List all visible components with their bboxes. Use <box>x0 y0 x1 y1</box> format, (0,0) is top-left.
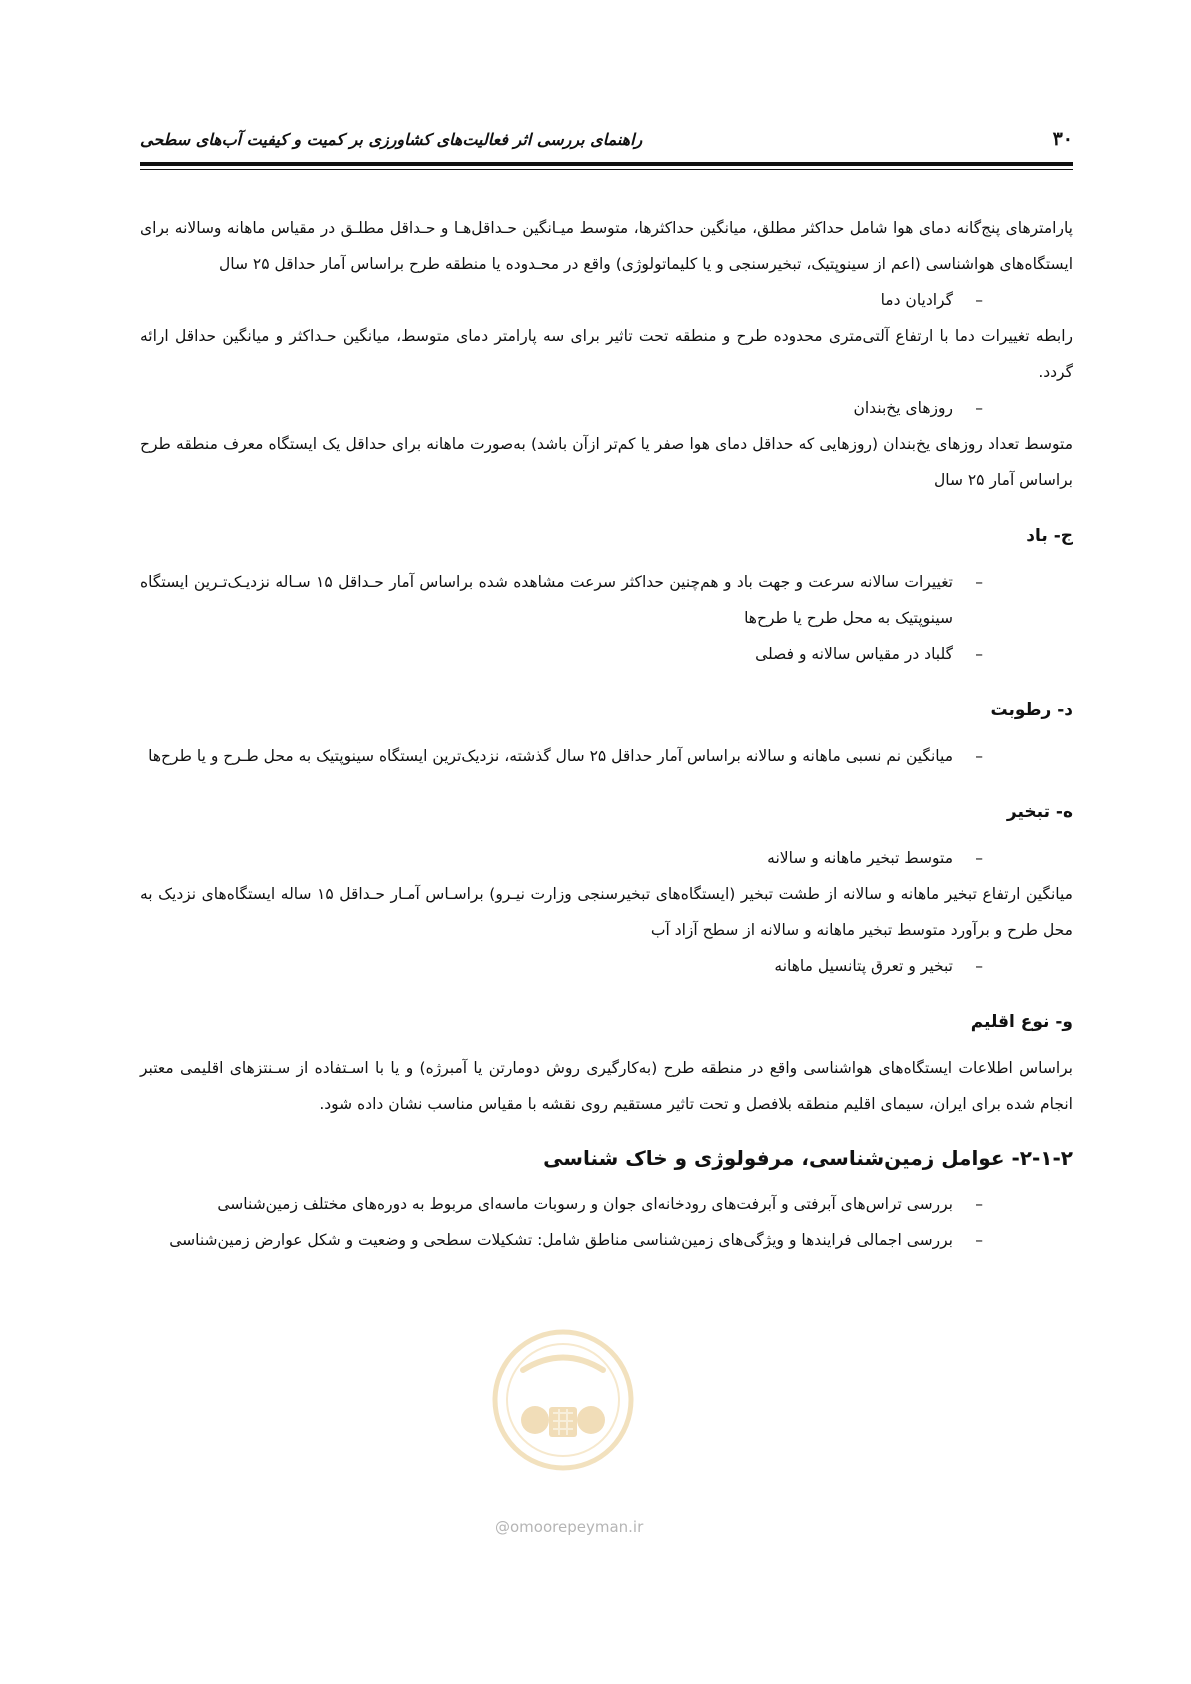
bullet-wind-2 <box>140 636 983 672</box>
header-rule-thick <box>140 162 1073 166</box>
gradient-paragraph: رابطه تغییرات دما با ارتفاع آلتی‌متری محدوده طرح و منطقه تحت تاثیر برای سه پارامتر دمای متوسط، میانگین حـداکثر و میانگین حداقل ارائه گردد. <box>140 327 1073 381</box>
bullet-dash: – <box>975 1231 983 1249</box>
frost-paragraph: متوسط تعداد روزهای یخ‌بندان (روزهایی که حداقل دمای هوا صفر یا کم‌تر ازآن باشد) به‌صورت ماهانه برای حداقل یک ایستگاه معرف منطقه طرح براساس آمار ۲۵ سال <box>140 435 1073 489</box>
bullet-text: گرادیان دما <box>880 291 953 309</box>
bullet-gradient <box>140 282 983 318</box>
body-content <box>140 210 1073 1258</box>
bullet-text: متوسط تبخیر ماهانه و سالانه <box>767 849 953 867</box>
header-rule-thin <box>140 169 1073 170</box>
watermark-logo <box>483 1325 643 1475</box>
page-number: ۳۰ <box>1052 128 1073 150</box>
bullet-text: تبخیر و تعرق پتانسیل ماهانه <box>774 957 953 975</box>
bullet-dash: – <box>975 573 983 591</box>
bullet-dash: – <box>975 747 983 765</box>
evaporation-paragraph: میانگین ارتفاع تبخیر ماهانه و سالانه از طشت تبخیر (ایستگاه‌های تبخیرسنجی وزارت نیـرو) براسـاس آمـار حـداقل ۱۵ ساله ایستگاه‌های نزدیک به محل طرح و برآورد متوسط تبخیر ماهانه و سالانه از سطح آزاد آب <box>140 885 1073 939</box>
bullet-dash: – <box>975 1195 983 1213</box>
bullet-text: تغییرات سالانه سرعت و جهت باد و هم‌چنین حداکثر سرعت مشاهده شده براساس آمار حـداقل ۱۵ سـاله نزدیـک‌تـرین ایستگاه سینوپتیک به محل طرح یا طرح‌ها <box>140 573 953 627</box>
bullet-dash: – <box>975 849 983 867</box>
bullet-evaporation-2 <box>140 948 983 984</box>
bullet-text: بررسی اجمالی فرایندها و ویژگی‌های زمین‌شناسی مناطق شامل: تشکیلات سطحی و وضعیت و شکل عوارض زمین‌شناسی <box>169 1231 953 1249</box>
bullet-text: میانگین نم نسبی ماهانه و سالانه براساس آمار حداقل ۲۵ سال گذشته، نزدیک‌ترین ایستگاه سینوپتیک به محل طـرح و یا طرح‌ها <box>148 747 953 765</box>
geology-heading: ۲-۱-۲- عوامل زمین‌شناسی، مرفولوژی و خاک شناسی <box>543 1146 1073 1170</box>
section-title-evaporation: ه- تبخیر <box>1006 802 1073 822</box>
bullet-geology-1 <box>140 1186 983 1222</box>
bullet-humidity-1 <box>140 738 983 774</box>
running-title: راهنمای بررسی اثر فعالیت‌های کشاورزی بر کمیت و کیفیت آب‌های سطحی <box>140 130 643 149</box>
climate-paragraph: براساس اطلاعات ایستگاه‌های هواشناسی واقع در منطقه طرح (به‌کارگیری روش دومارتن یا آمبرژه) و یا با اسـتفاده از سـنتزهای اقلیمی معتبر انجام شده برای ایران، سیمای اقلیم منطقه بلافصل و تحت تاثیر مستقیم روی نقشه با مقیاس مناسب نشان داده شود. <box>140 1059 1073 1113</box>
running-header <box>140 128 1073 158</box>
bullet-dash: – <box>975 291 983 309</box>
bullet-evaporation-1 <box>140 840 983 876</box>
bullet-dash: – <box>975 399 983 417</box>
bullet-dash: – <box>975 645 983 663</box>
watermark-url: @omoorepeyman.ir <box>495 1518 644 1536</box>
bullet-wind-1 <box>140 564 983 636</box>
intro-paragraph: پارامترهای پنج‌گانه دمای هوا شامل حداکثر مطلق، میانگین حداکثرها، متوسط میـانگین حـداقل‌هـا و حـداقل مطلـق در مقیاس ماهانه وسالانه برای ایستگاه‌های هواشناسی (اعم از سینوپتیک، تبخیرسنجی و یا کلیماتولوژی) واقع در محـدوده یا منطقه طرح براساس آمار حداقل ۲۵ سال <box>140 219 1073 273</box>
section-title-climate: و- نوع اقلیم <box>970 1012 1073 1032</box>
section-title-wind: ج- باد <box>1026 526 1073 546</box>
bullet-geology-2 <box>140 1222 983 1258</box>
bullet-text: بررسی تراس‌های آبرفتی و آبرفت‌های رودخانه‌ای جوان و رسوبات ماسه‌ای مربوط به دوره‌های مختلف زمین‌شناسی <box>217 1195 953 1213</box>
bullet-dash: – <box>975 957 983 975</box>
bullet-frost <box>140 390 983 426</box>
section-title-humidity: د- رطوبت <box>990 700 1073 720</box>
bullet-text: گلباد در مقیاس سالانه و فصلی <box>755 645 953 663</box>
bullet-text: روزهای یخ‌بندان <box>853 399 953 417</box>
